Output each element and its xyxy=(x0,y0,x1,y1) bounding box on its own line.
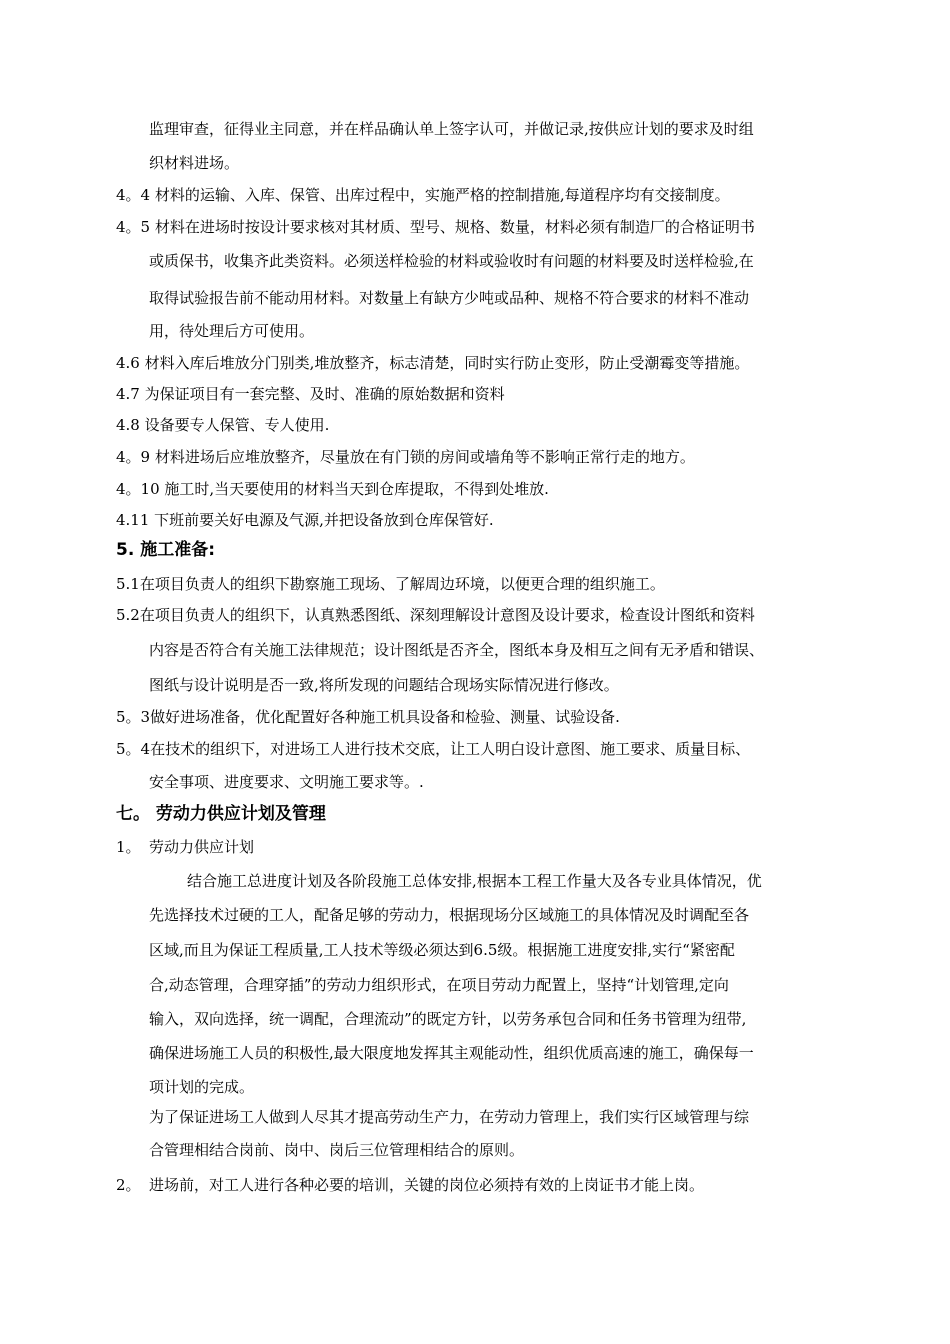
subsection-1-title: 劳动力供应计划 xyxy=(149,838,255,856)
paragraph-line: 合管理相结合岗前、岗中、岗后三位管理相结合的原则。 xyxy=(149,1141,525,1159)
paragraph-line: 先选择技术过硬的工人，配备足够的劳动力，根据现场分区域施工的具体情况及时调配至各 xyxy=(149,906,750,924)
paragraph-line: 安全事项、进度要求、文明施工要求等。. xyxy=(149,773,424,791)
paragraph-line: 结合施工总进度计划及各阶段施工总体安排,根据本工程工作量大及各专业具体情况，优 xyxy=(187,872,762,890)
paragraph-line: 合,动态管理，合理穿插”的劳动力组织形式，在项目劳动力配置上，坚持“计划管理,定向 xyxy=(149,976,729,994)
list-item-4-9: 4。9 材料进场后应堆放整齐，尽量放在有门锁的房间或墙角等不影响正常行走的地方。 xyxy=(116,448,695,466)
paragraph-line: 取得试验报告前不能动用材料。对数量上有缺方少吨或品种、规格不符合要求的材料不准动 xyxy=(149,289,750,307)
list-item-4-10: 4。10 施工时,当天要使用的材料当天到仓库提取，不得到处堆放. xyxy=(116,480,549,498)
list-item-4-7: 4.7 为保证项目有一套完整、及时、准确的原始数据和资料 xyxy=(116,385,505,403)
paragraph-line: 为了保证进场工人做到人尽其才提高劳动生产力，在劳动力管理上，我们实行区域管理与综 xyxy=(149,1108,750,1126)
list-item-4-5: 4。5 材料在进场时按设计要求核对其材质、型号、规格、数量，材料必须有制造厂的合格证明书 xyxy=(116,218,755,236)
paragraph-line: 项计划的完成。 xyxy=(149,1078,255,1096)
list-item-4-11: 4.11 下班前要关好电源及气源,并把设备放到仓库保管好. xyxy=(116,511,494,529)
paragraph-line: 确保进场施工人员的积极性,最大限度地发挥其主观能动性，组织优质高速的施工，确保每一 xyxy=(149,1044,754,1062)
paragraph-line: 监理审查，征得业主同意，并在样品确认单上签字认可，并做记录,按供应计划的要求及时组 xyxy=(149,120,754,138)
list-item-5-3: 5。3做好进场准备，优化配置好各种施工机具设备和检验、测量、试验设备. xyxy=(116,708,620,726)
paragraph-line: 用，待处理后方可使用。 xyxy=(149,322,315,340)
paragraph-line: 图纸与设计说明是否一致,将所发现的问题结合现场实际情况进行修改。 xyxy=(149,676,619,694)
paragraph-line: 或质保书，收集齐此类资料。必须送样检验的材料或验收时有问题的材料要及时送样检验,在 xyxy=(149,252,754,270)
paragraph-line: 输入，双向选择，统一调配，合理流动”的既定方针，以劳务承包合同和任务书管理为纽带, xyxy=(149,1010,747,1028)
paragraph-line: 织材料进场。 xyxy=(149,154,240,172)
list-item-5-1: 5.1在项目负责人的组织下勘察施工现场、了解周边环境，以便更合理的组织施工。 xyxy=(116,575,665,593)
paragraph-line: 区域,而且为保证工程质量,工人技术等级必须达到6.5级。根据施工进度安排,实行“紧密配 xyxy=(149,941,735,959)
list-item-5-2: 5.2在项目负责人的组织下，认真熟悉图纸、深刻理解设计意图及设计要求，检查设计图纸和资料 xyxy=(116,606,755,624)
subsection-2-text: 进场前，对工人进行各种必要的培训，关键的岗位必须持有效的上岗证书才能上岗。 xyxy=(149,1176,705,1194)
subsection-2-number: 2。 xyxy=(116,1176,141,1194)
list-item-4-4: 4。4 材料的运输、入库、保管、出库过程中，实施严格的控制措施,每道程序均有交接制度。 xyxy=(116,186,730,204)
section-heading-5: 5. 施工准备: xyxy=(116,540,216,560)
paragraph-line: 内容是否符合有关施工法律规范；设计图纸是否齐全，图纸本身及相互之间有无矛盾和错误、 xyxy=(149,641,765,659)
list-item-4-6: 4.6 材料入库后堆放分门别类,堆放整齐，标志清楚，同时实行防止变形，防止受潮霉变等措施。 xyxy=(116,354,750,372)
list-item-5-4: 5。4在技术的组织下，对进场工人进行技术交底，让工人明白设计意图、施工要求、质量目标、 xyxy=(116,740,751,758)
subsection-1-number: 1。 xyxy=(116,838,141,856)
list-item-4-8: 4.8 设备要专人保管、专人使用. xyxy=(116,416,330,434)
section-heading-7: 七。 劳动力供应计划及管理 xyxy=(116,804,326,824)
